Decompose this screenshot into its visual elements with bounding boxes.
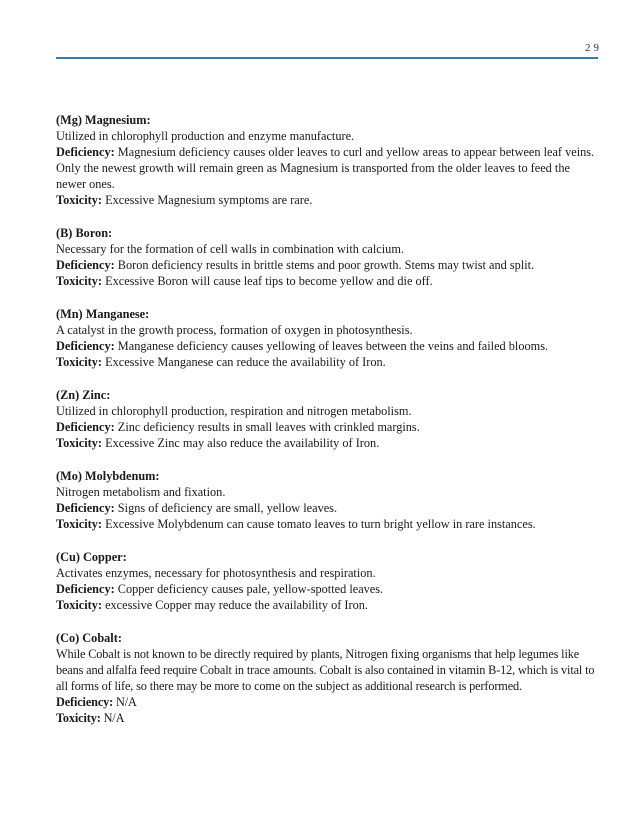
toxicity-line	[56, 354, 596, 370]
deficiency-label: Deficiency:	[56, 582, 115, 596]
section-description: Necessary for the formation of cell walls in combination with calcium.	[56, 242, 404, 256]
deficiency-line	[56, 500, 596, 516]
toxicity-text: Excessive Magnesium symptoms are rare.	[102, 193, 313, 207]
section-molybdenum	[56, 468, 596, 532]
deficiency-text: Zinc deficiency results in small leaves with crinkled margins.	[114, 420, 420, 434]
toxicity-label: Toxicity:	[56, 598, 102, 612]
toxicity-text: Excessive Zinc may also reduce the availability of Iron.	[102, 436, 380, 450]
deficiency-line	[56, 257, 596, 273]
section-cobalt	[56, 630, 596, 726]
section-description: Utilized in chlorophyll production and enzyme manufacture.	[56, 129, 355, 143]
deficiency-label: Deficiency:	[56, 695, 114, 709]
toxicity-text: N/A	[100, 711, 125, 725]
section-heading: (Mo) Molybdenum:	[56, 469, 160, 483]
document-body	[56, 112, 596, 743]
toxicity-label: Toxicity:	[56, 193, 102, 207]
deficiency-line	[56, 694, 596, 710]
deficiency-label: Deficiency:	[56, 339, 115, 353]
toxicity-label: Toxicity:	[56, 274, 102, 288]
deficiency-line	[56, 338, 596, 354]
toxicity-line	[56, 273, 596, 289]
section-heading: (Mn) Manganese:	[56, 307, 150, 321]
deficiency-label: Deficiency:	[56, 145, 115, 159]
deficiency-line	[56, 419, 596, 435]
deficiency-text: Manganese deficiency causes yellowing of leaves between the veins and failed blooms.	[114, 339, 549, 353]
deficiency-text: Magnesium deficiency causes older leaves to curl and yellow areas to appear between leaf veins. Only the newest growth will remain green as Magnesium is transported from the older leaves to feed the newer ones.	[56, 145, 595, 191]
section-description: A catalyst in the growth process, formation of oxygen in photosynthesis.	[56, 323, 413, 337]
toxicity-line	[56, 516, 596, 532]
section-zinc	[56, 387, 596, 451]
toxicity-label: Toxicity:	[56, 517, 102, 531]
section-copper	[56, 549, 596, 613]
section-heading: (Zn) Zinc:	[56, 388, 111, 402]
header-rule	[56, 57, 598, 59]
deficiency-text: N/A	[113, 695, 137, 709]
page-number: 29	[585, 42, 602, 54]
section-heading: (Mg) Magnesium:	[56, 113, 151, 127]
toxicity-label: Toxicity:	[56, 711, 101, 725]
deficiency-text: Boron deficiency results in brittle stems and poor growth. Stems may twist and split.	[114, 258, 535, 272]
toxicity-label: Toxicity:	[56, 355, 102, 369]
toxicity-line	[56, 597, 596, 613]
section-description: Activates enzymes, necessary for photosynthesis and respiration.	[56, 566, 376, 580]
deficiency-text: Copper deficiency causes pale, yellow-spotted leaves.	[114, 582, 384, 596]
toxicity-text: Excessive Manganese can reduce the availability of Iron.	[102, 355, 386, 369]
toxicity-line	[56, 192, 596, 208]
toxicity-line	[56, 435, 596, 451]
section-heading: (Cu) Copper:	[56, 550, 127, 564]
section-boron	[56, 225, 596, 289]
deficiency-line	[56, 144, 596, 192]
section-heading: (B) Boron:	[56, 226, 113, 240]
section-manganese	[56, 306, 596, 370]
section-description: Utilized in chlorophyll production, respiration and nitrogen metabolism.	[56, 404, 412, 418]
toxicity-text: Excessive Boron will cause leaf tips to become yellow and die off.	[102, 274, 433, 288]
deficiency-label: Deficiency:	[56, 501, 115, 515]
section-description: Nitrogen metabolism and fixation.	[56, 485, 226, 499]
section-magnesium	[56, 112, 596, 208]
toxicity-text: Excessive Molybdenum can cause tomato leaves to turn bright yellow in rare instances.	[102, 517, 536, 531]
section-description: While Cobalt is not known to be directly required by plants, Nitrogen fixing organisms that help legumes like beans and alfalfa feed require Cobalt in trace amounts. Cobalt is also contained in vitamin B-12, which is vital to all forms of life, so there may be more to come on the subject as additional research is performed.	[56, 647, 595, 693]
toxicity-text: excessive Copper may reduce the availability of Iron.	[102, 598, 368, 612]
deficiency-line	[56, 581, 596, 597]
section-heading: (Co) Cobalt:	[56, 631, 122, 645]
deficiency-label: Deficiency:	[56, 420, 115, 434]
deficiency-label: Deficiency:	[56, 258, 115, 272]
deficiency-text: Signs of deficiency are small, yellow leaves.	[114, 501, 338, 515]
toxicity-label: Toxicity:	[56, 436, 102, 450]
toxicity-line	[56, 710, 596, 726]
